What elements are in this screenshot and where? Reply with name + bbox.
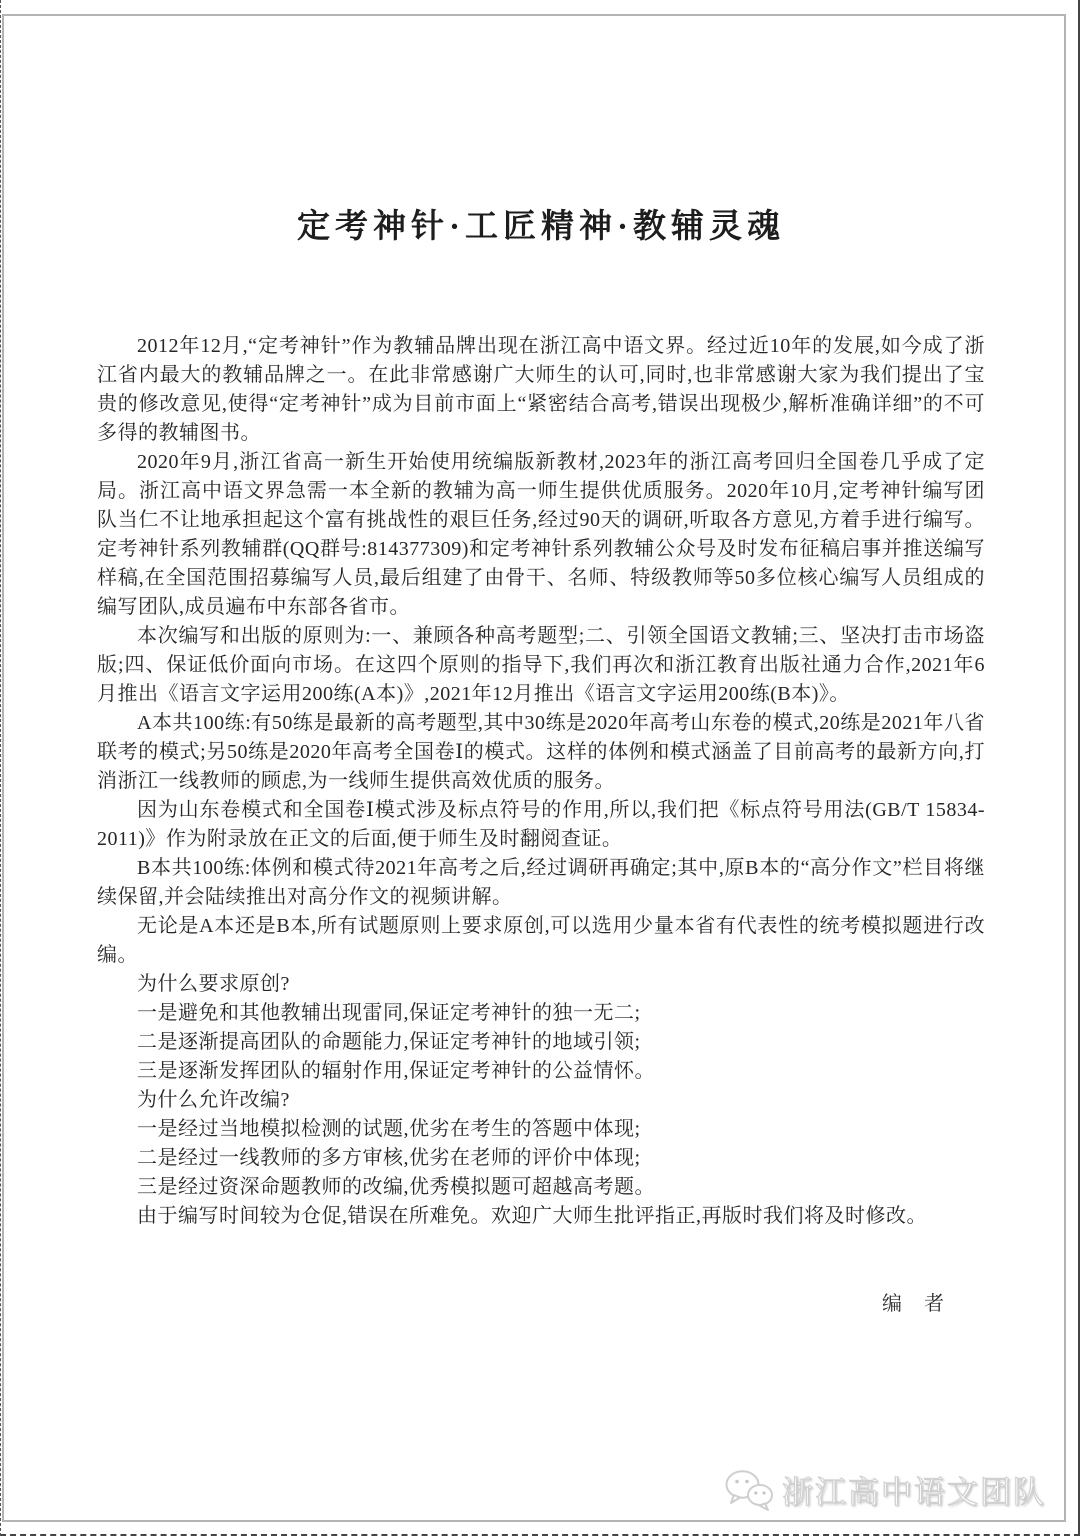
page-title: 定考神针·工匠精神·教辅灵魂: [296, 209, 785, 245]
paragraph: 无论是A本还是B本,所有试题原则上要求原创,可以选用少量本省有代表性的统考模拟题进行改编。: [97, 915, 985, 966]
paragraph: 三是逐渐发挥团队的辐射作用,保证定考神针的公益情怀。: [137, 1060, 655, 1082]
paragraph: 2020年9月,浙江省高一新生开始使用统编版新教材,2023年的浙江高考回归全国卷几乎成了定局。浙江高中语文界急需一本全新的教辅为高一师生提供优质服务。2020年10月,定考神针编写团队当仁不让地承担起这个富有挑战性的艰巨任务,经过90天的调研,听取各方意见,方着手进行编写。定考神针系列教辅群(QQ群号:814377309)和定考神针系列教辅公众号及时发布征稿启事并推送编写样稿,在全国范围招募编写人员,最后组建了由骨干、名师、特级教师等50多位核心编写人员组成的编写团队,成员遍布中东部各省市。: [97, 451, 985, 618]
author-signature: 编 者: [882, 1293, 945, 1315]
paragraph: 为什么允许改编?: [137, 1089, 290, 1111]
paragraph: 本次编写和出版的原则为:一、兼顾各种高考题型;二、引领全国语文教辅;三、坚决打击市场盗版;四、保证低价面向市场。在这四个原则的指导下,我们再次和浙江教育出版社通力合作,2021年6月推出《语言文字运用200练(A本)》,2021年12月推出《语言文字运用200练(B本)》。: [97, 625, 985, 705]
paragraph: 由于编写时间较为仓促,错误在所难免。欢迎广大师生批评指正,再版时我们将及时修改。: [137, 1205, 927, 1227]
paragraph: 三是经过资深命题教师的改编,优秀模拟题可超越高考题。: [137, 1176, 655, 1198]
paragraph: 二是逐渐提高团队的命题能力,保证定考神针的地域引领;: [137, 1031, 641, 1053]
page-content: [97, 190, 985, 1316]
paragraph: B本共100练:体例和模式待2021年高考之后,经过调研再确定;其中,原B本的“高分作文”栏目将继续保留,并会陆续推出对高分作文的视频讲解。: [97, 857, 985, 908]
paragraph: 一是经过当地模拟检测的试题,优劣在考生的答题中体现;: [137, 1118, 641, 1140]
preface-body: [97, 332, 985, 1231]
watermark: [724, 1467, 1046, 1512]
watermark-label: 浙江高中语文团队: [782, 1475, 1046, 1510]
paragraph: A本共100练:有50练是最新的高考题型,其中30练是2020年高考山东卷的模式,20练是2021年八省联考的模式;另50练是2020年高考全国卷Ⅰ的模式。这样的体例和模式涵盖了目前高考的最新方向,打消浙江一线教师的顾虑,为一线师生提供高效优质的服务。: [97, 712, 985, 792]
paragraph: 一是避免和其他教辅出现雷同,保证定考神针的独一无二;: [137, 1002, 641, 1024]
paragraph: 因为山东卷模式和全国卷Ⅰ模式涉及标点符号的作用,所以,我们把《标点符号用法(GB/T 15834-2011)》作为附录放在正文的后面,便于师生及时翻阅查证。: [97, 799, 985, 850]
paragraph: 为什么要求原创?: [137, 973, 290, 995]
paragraph: 2012年12月,“定考神针”作为教辅品牌出现在浙江高中语文界。经过近10年的发展,如今成了浙江省内最大的教辅品牌之一。在此非常感谢广大师生的认可,同时,也非常感谢大家为我们提出了宝贵的修改意见,使得“定考神针”成为目前市面上“紧密结合高考,错误出现极少,解析准确详细”的不可多得的教辅图书。: [97, 335, 985, 444]
wechat-icon: [724, 1468, 774, 1512]
paragraph: 二是经过一线教师的多方审核,优劣在老师的评价中体现;: [137, 1147, 641, 1169]
